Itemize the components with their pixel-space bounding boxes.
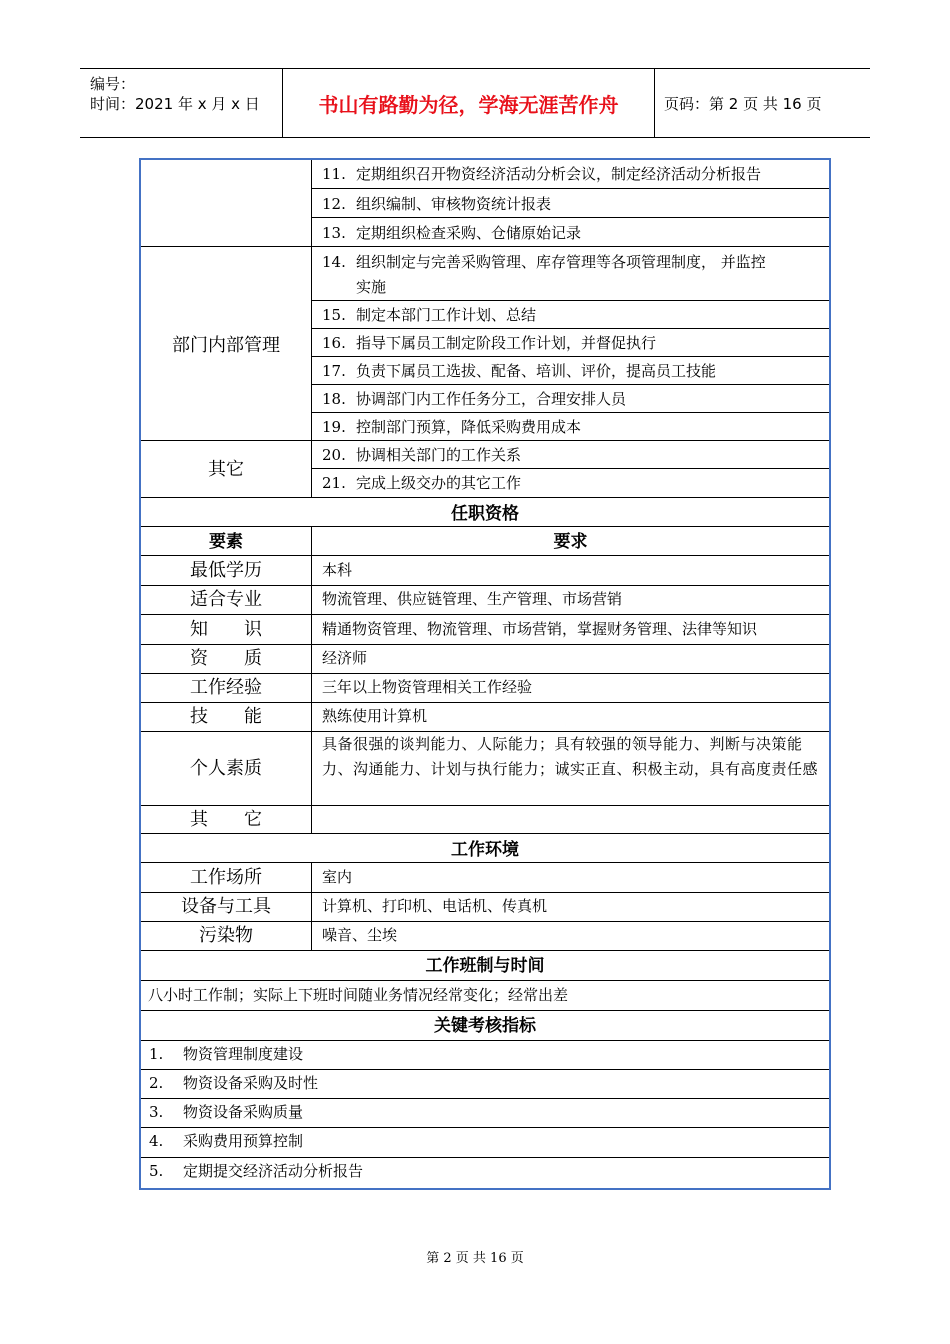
duty-item: 11. 定期组织召开物资经济活动分析会议，制定经济活动分析报告 <box>322 165 762 183</box>
qual-value: 三年以上物资管理相关工作经验 <box>322 678 533 696</box>
column-header-requirement: 要求 <box>553 532 588 552</box>
header-motto: 书山有路勤为径，学海无涯苦作舟 <box>283 69 655 137</box>
qual-label: 技 能 <box>190 706 262 727</box>
qual-value: 物流管理、供应链管理、生产管理、市场营销 <box>322 590 623 608</box>
duty-item: 19. 控制部门预算，降低采购费用成本 <box>322 418 582 436</box>
doc-number-label: 编号： <box>90 75 136 93</box>
env-label: 设备与工具 <box>181 896 271 917</box>
doc-time-label: 时间：2021 年 x 月 x 日 <box>90 95 260 113</box>
duty-item: 20. 协调相关部门的工作关系 <box>322 446 522 464</box>
qual-value: 精通物资管理、物流管理、市场营销，掌握财务管理、法律等知识 <box>322 620 758 638</box>
qual-label: 工作经验 <box>190 677 262 698</box>
kpi-item: 4. 采购费用预算控制 <box>149 1132 304 1150</box>
header-meta <box>80 69 283 137</box>
duty-item: 21. 完成上级交办的其它工作 <box>322 474 522 492</box>
column-header-element: 要素 <box>209 532 243 552</box>
duty-item: 17. 负责下属员工选拔、配备、培训、评价，提高员工技能 <box>322 362 717 380</box>
duty-item: 15. 制定本部门工作计划、总结 <box>322 306 537 324</box>
section-title-environment: 工作环境 <box>451 840 519 860</box>
header-page-info: 页码：第 2 页 共 16 页 <box>664 94 822 113</box>
qual-label: 资 质 <box>190 648 262 669</box>
qual-label: 其 它 <box>190 809 262 830</box>
section-title-schedule: 工作班制与时间 <box>425 956 545 976</box>
env-label: 污染物 <box>199 925 253 946</box>
kpi-item: 2. 物资设备采购及时性 <box>149 1074 319 1092</box>
duty-item: 13. 定期组织检查采购、仓储原始记录 <box>322 224 582 242</box>
job-description-table <box>139 158 831 1190</box>
env-value: 噪音、尘埃 <box>322 926 398 944</box>
page-header <box>80 68 870 138</box>
qual-label: 知 识 <box>190 619 262 640</box>
section-title-qualifications: 任职资格 <box>451 504 519 524</box>
kpi-item: 1. 物资管理制度建设 <box>149 1045 304 1063</box>
env-label: 工作场所 <box>190 867 262 888</box>
duty-item: 18. 协调部门内工作任务分工，合理安排人员 <box>322 390 627 408</box>
env-value: 室内 <box>322 868 353 886</box>
section-title-kpi: 关键考核指标 <box>434 1016 536 1036</box>
schedule-text: 八小时工作制；实际上下班时间随业务情况经常变化；经常出差 <box>148 986 569 1004</box>
duty-group-internal: 部门内部管理 <box>172 335 280 356</box>
kpi-item: 3. 物资设备采购质量 <box>149 1103 304 1121</box>
qual-value: 经济师 <box>322 649 368 667</box>
qual-label: 最低学历 <box>190 560 262 581</box>
qual-value: 熟练使用计算机 <box>322 707 428 725</box>
page-footer: 第 2 页 共 16 页 <box>426 1251 524 1266</box>
qual-label: 适合专业 <box>190 589 262 610</box>
duty-item: 14. 组织制定与完善采购管理、库存管理等各项管理制度， 并监控 <box>322 253 766 271</box>
qual-value: 本科 <box>322 561 353 579</box>
duty-group-other: 其它 <box>208 459 244 480</box>
kpi-item: 5. 定期提交经济活动分析报告 <box>149 1162 364 1180</box>
duty-item: 16. 指导下属员工制定阶段工作计划，并督促执行 <box>322 334 657 352</box>
qual-value: 具备很强的谈判能力、人际能力；具有较强的领导能力、判断与决策能力、沟通能力、计划与执行能力；诚实正直、积极主动，具有高度责任感 <box>322 735 819 778</box>
duty-item: 12. 组织编制、审核物资统计报表 <box>322 195 552 213</box>
duty-item-continued: 实施 <box>356 278 387 296</box>
qual-label: 个人素质 <box>190 758 262 779</box>
env-value: 计算机、打印机、电话机、传真机 <box>322 897 548 915</box>
